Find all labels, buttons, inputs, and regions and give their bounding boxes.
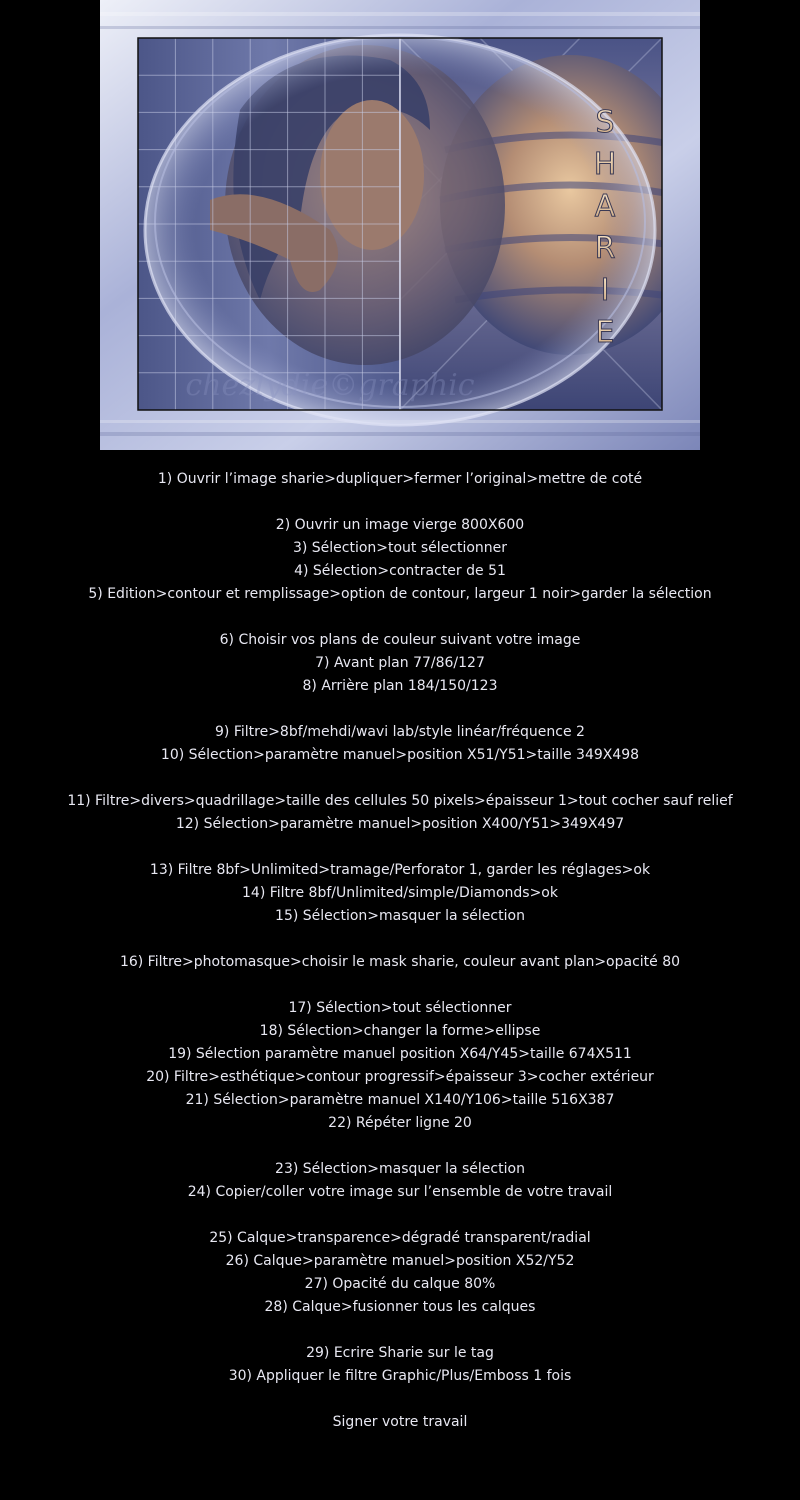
step-line: 23) Sélection>masquer la sélection bbox=[275, 1161, 525, 1177]
step-line: 15) Sélection>masquer la sélection bbox=[275, 908, 525, 924]
step-line: 2) Ouvrir un image vierge 800X600 bbox=[275, 517, 525, 533]
step-line: 16) Filtre>photomasque>choisir le mask sharie, couleur avant plan>opacité 80 bbox=[119, 954, 681, 970]
spacer bbox=[0, 491, 800, 514]
step-line: 13) Filtre 8bf>Unlimited>tramage/Perforator 1, garder les réglages>ok bbox=[149, 862, 651, 878]
step-line: 30) Appliquer le filtre Graphic/Plus/Emboss 1 fois bbox=[228, 1368, 572, 1384]
step-line: 24) Copier/coller votre image sur l’ensemble de votre travail bbox=[187, 1184, 613, 1200]
step-line: 28) Calque>fusionner tous les calques bbox=[264, 1299, 536, 1315]
title-letter: E bbox=[595, 315, 615, 350]
step-line: 11) Filtre>divers>quadrillage>taille des cellules 50 pixels>épaisseur 1>tout cocher sauf relief bbox=[67, 793, 733, 809]
step-line: 8) Arrière plan 184/150/123 bbox=[302, 678, 498, 694]
step-line: 7) Avant plan 77/86/127 bbox=[315, 655, 485, 671]
title-letter: A bbox=[594, 189, 616, 224]
step-line: 27) Opacité du calque 80% bbox=[304, 1276, 496, 1292]
spacer bbox=[0, 1135, 800, 1158]
spacer bbox=[0, 767, 800, 790]
outer-ellipse bbox=[145, 35, 655, 425]
step-line: 14) Filtre 8bf/Unlimited/simple/Diamonds>ok bbox=[242, 885, 558, 901]
title-letter: H bbox=[593, 147, 617, 182]
watermark: chezlydie©graphic bbox=[185, 368, 475, 403]
step-line: 26) Calque>paramètre manuel>position X52/Y52 bbox=[225, 1253, 575, 1269]
spacer bbox=[0, 1388, 800, 1411]
step-line: 20) Filtre>esthétique>contour progressif>épaisseur 3>cocher extérieur bbox=[146, 1069, 654, 1085]
step-line: 17) Sélection>tout sélectionner bbox=[288, 1000, 512, 1016]
step-line: 1) Ouvrir l’image sharie>dupliquer>fermer l’original>mettre de coté bbox=[157, 471, 643, 487]
step-line: 12) Sélection>paramètre manuel>position X400/Y51>349X497 bbox=[175, 816, 625, 832]
tutorial-steps bbox=[0, 468, 800, 1434]
spacer bbox=[0, 928, 800, 951]
spacer bbox=[0, 974, 800, 997]
step-line: 18) Sélection>changer la forme>ellipse bbox=[259, 1023, 541, 1039]
sharie-tag-artwork bbox=[100, 0, 700, 450]
step-line: 3) Sélection>tout sélectionner bbox=[292, 540, 508, 556]
title-letter: S bbox=[595, 105, 615, 140]
step-line: 10) Sélection>paramètre manuel>position X51/Y51>taille 349X498 bbox=[160, 747, 640, 763]
step-line: 5) Edition>contour et remplissage>option de contour, largeur 1 noir>garder la sélection bbox=[88, 586, 712, 602]
step-line: 9) Filtre>8bf/mehdi/wavi lab/style linéar/fréquence 2 bbox=[215, 724, 585, 740]
step-line: 25) Calque>transparence>dégradé transparent/radial bbox=[209, 1230, 591, 1246]
step-line: 21) Sélection>paramètre manuel X140/Y106>taille 516X387 bbox=[185, 1092, 615, 1108]
spacer bbox=[0, 836, 800, 859]
spacer bbox=[0, 606, 800, 629]
step-line: 19) Sélection paramètre manuel position X64/Y45>taille 674X511 bbox=[168, 1046, 632, 1062]
spacer bbox=[0, 1319, 800, 1342]
step-line: 4) Sélection>contracter de 51 bbox=[294, 563, 506, 579]
title-letter: R bbox=[594, 231, 616, 266]
step-line: 22) Répéter ligne 20 bbox=[328, 1115, 472, 1131]
step-line: Signer votre travail bbox=[332, 1414, 468, 1430]
step-line: 6) Choisir vos plans de couleur suivant votre image bbox=[219, 632, 581, 648]
spacer bbox=[0, 1204, 800, 1227]
title-letter: I bbox=[600, 273, 610, 308]
spacer bbox=[0, 698, 800, 721]
step-line: 29) Ecrire Sharie sur le tag bbox=[306, 1345, 494, 1361]
